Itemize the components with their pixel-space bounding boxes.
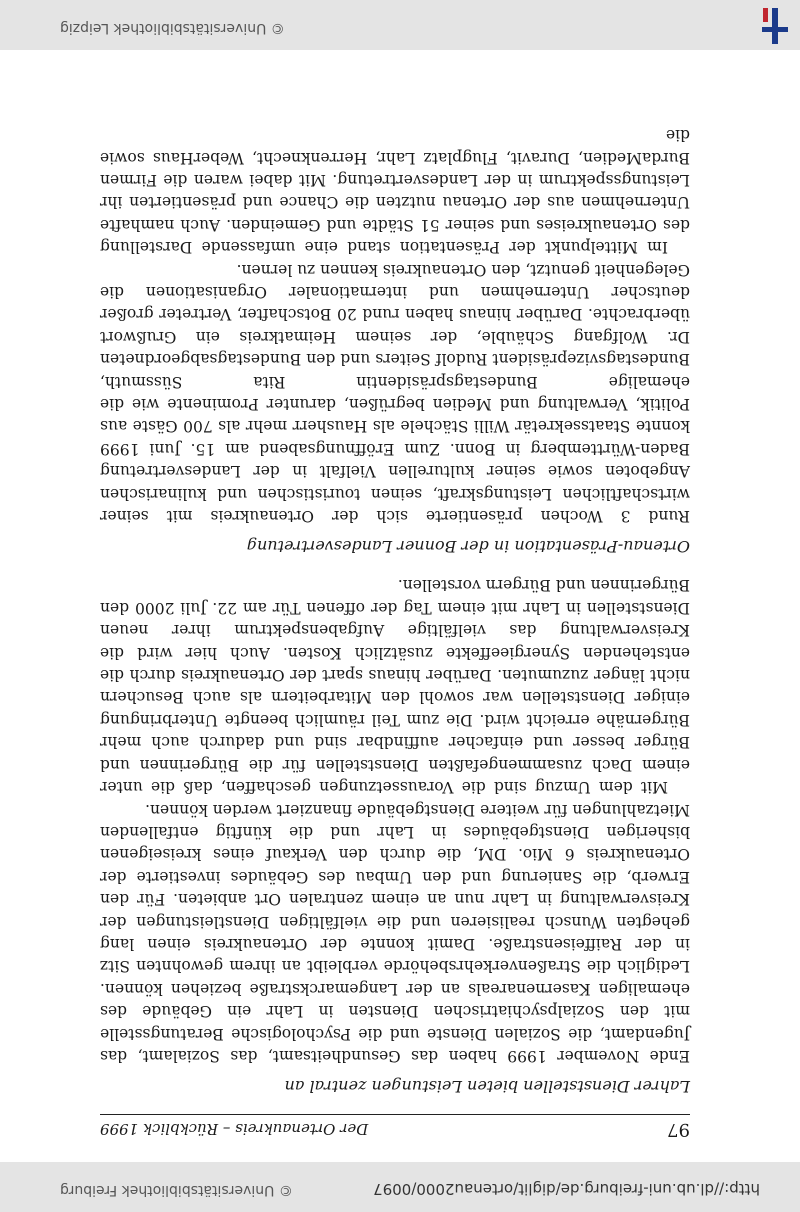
library-logo-icon bbox=[752, 8, 792, 44]
copyright-notice: © Universitätsbibliothek Freiburg bbox=[60, 1182, 293, 1198]
section-heading: Lahrer Dienststellen bieten Leistungen zentral an bbox=[284, 1077, 690, 1096]
section-bonn bbox=[100, 124, 690, 556]
copyright-notice: © Universitätsbibliothek Leipzig bbox=[60, 20, 285, 36]
viewer-bar-copyright bbox=[0, 0, 800, 50]
running-head bbox=[100, 1114, 690, 1140]
paragraph: Ende November 1999 haben das Gesundheitsamt, das Sozialamt, das Jugendamt, die Sozialen Dienste und die Psychologische Beratungsstelle mit den Sozialpsychiatrischen Diensten in Lahr ein Gebäude des ehemaligen Kasernenareals an der Langemarckstraße beziehen können. Lediglich die Straßenverkehrsbehörde verbleibt an ihrem gewohnten Sitz in der Raiffeisenstraße. Damit konnte der Ortenaukreis einen lang gehegten Wunsch realisieren und die vielfältigen Dienstleistungen der Kreisverwaltung in Lahr nun an einem zentralen Ort anbieten. Für den Erwerb, die Sanierung und den Umbau des Gebäudes investierte der Ortenaukreis 6 Mio. DM, die durch den Verkauf eines kreiseigenen bisherigen Dienstgebäudes in Lahr und die künftig entfallenden Mietzahlungen für weitere Dienstgebäude finanziert werden können. bbox=[100, 800, 690, 1065]
section-lahr bbox=[100, 574, 690, 1096]
paragraph: Mit dem Umzug sind die Voraussetzungen geschaffen, daß die unter einem Dach zusammengefaßten Dienststellen für die Bürgerinnen und Bürger besser und einfacher auffindbar sind und dadurch auch mehr Bürgernähe erreicht wird. Die zum Teil räumlich beengte Unterbringung einiger Dienststellen war sowohl den Mitarbeitern als auch Besuchern nicht länger zuzumuten. Darüber hinaus spart der Ortenaukreis durch die entstehenden Synergieeffekte zusätzlich Kosten. Auch hier wird die Kreisverwaltung das vielfältige Aufgabenspektrum ihrer neuen Dienststellen in Lahr mit einem Tag der offenen Tür am 22. Juli 2000 den Bürgerinnen und Bürgern vorstellen. bbox=[100, 576, 690, 797]
viewer-bar-url bbox=[0, 1162, 800, 1212]
source-url[interactable]: http://dl.ub.uni-freiburg.de/diglit/ortenau2000/0097 bbox=[373, 1180, 760, 1198]
page-number: 97 bbox=[667, 1119, 690, 1140]
paragraph: Im Mittelpunkt der Präsentation stand eine umfassende Darstellung des Ortenaukreises und seiner 51 Städte und Gemeinden. Auch namhafte Unternehmen aus der Ortenau nutzten die Chance und präsentierten ihr Leistungsspektrum in der Landesvertretung. Mit dabei waren die Firmen BurdaMedien, Duravit, Flugplatz Lahr, Herrenknecht, WeberHaus sowie die bbox=[100, 126, 690, 257]
page-content bbox=[100, 124, 690, 1140]
paragraph: Rund 3 Wochen präsentierte sich der Ortenaukreis mit seiner wirtschaftlichen Leistungskraft, seinen touristischen und kulinarischen Angeboten sowie seiner kulturellen Vielfalt in der Landesvertretung Baden-Württemberg in Bonn. Zum Eröffnungsabend am 15. Juni 1999 konnte Staatssekretär Willi Stächele als Hausherr mehr als 700 Gäste aus Politik, Verwaltung und Medien begrüßen, darunter Prominente wie die ehemalige Bundestagspräsidentin Rita Süssmuth, Bundestagsvizepräsident Rudolf Seiters und den Bundestagsabgeordneten Dr. Wolfgang Schäuble, der seinem Heimatkreis ein Grußwort überbrachte. Darüber hinaus haben rund 20 Botschafter, Vertreter großer deutscher Unternehmen und internationaler Organisationen die Gelegenheit genutzt, den Ortenaukreis kennen zu lernen. bbox=[100, 260, 690, 526]
section-heading: Ortenau-Präsentation in der Bonner Landesvertretung bbox=[246, 537, 690, 557]
running-head-title: Der Ortenaukreis – Rückblick 1999 bbox=[100, 1120, 369, 1138]
